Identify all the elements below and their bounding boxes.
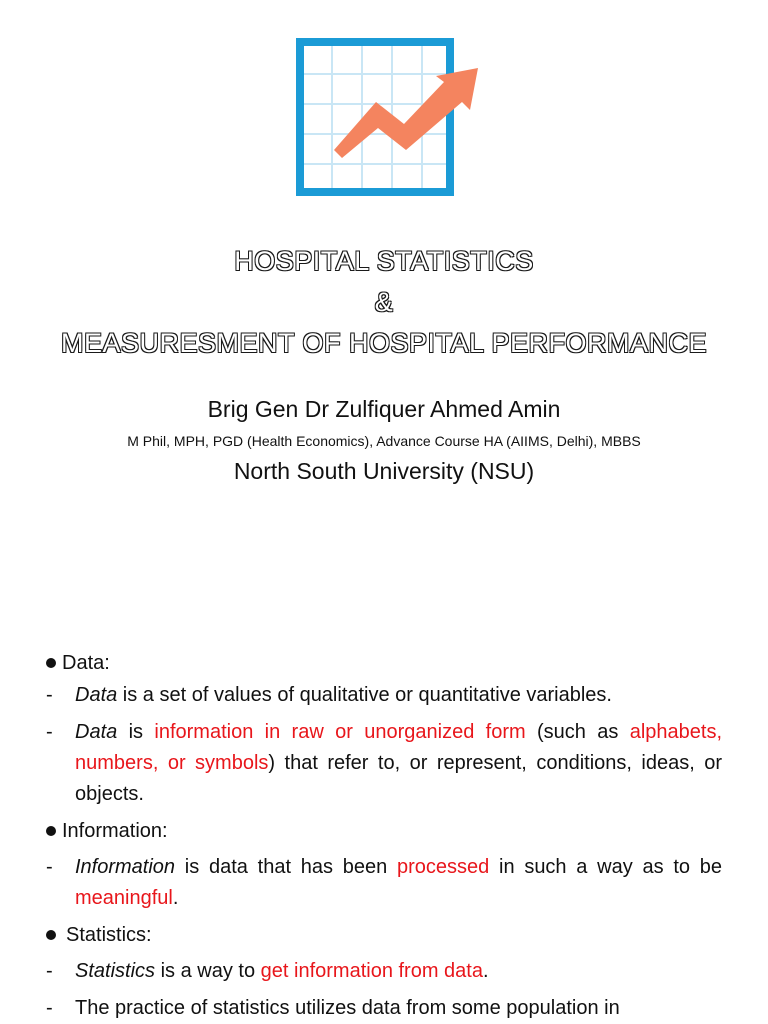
author-name: Brig Gen Dr Zulfiquer Ahmed Amin <box>207 396 561 422</box>
definitions-slide <box>0 640 768 1024</box>
title-line-2: MEASURESMENT OF HOSPITAL PERFORMANCE <box>60 328 708 358</box>
data-heading: Data: <box>46 648 110 679</box>
university-name: North South University (NSU) <box>233 458 535 484</box>
data-definition-2: Data is information in raw or unorganized form (such as alphabets, numbers, or symbols) that refer to, or represent, conditions, ideas, or objects. <box>75 721 722 805</box>
title-ampersand: & <box>374 287 394 317</box>
list-item <box>46 717 722 810</box>
bullet-icon <box>46 658 56 668</box>
bullet-icon <box>46 930 56 940</box>
list-item <box>46 956 722 987</box>
list-item <box>46 680 722 711</box>
dash-marker: - <box>46 997 53 1019</box>
dash-marker: - <box>46 960 53 982</box>
statistics-heading: Statistics: <box>46 920 152 951</box>
list-item <box>46 993 722 1024</box>
statistics-practice: The practice of statistics utilizes data from some population in <box>75 997 620 1019</box>
dash-marker: - <box>46 721 53 743</box>
rising-chart-arrow-icon <box>296 38 486 198</box>
dash-marker: - <box>46 856 53 878</box>
bullet-icon <box>46 826 56 836</box>
data-definition-1: Data is a set of values of qualitative or quantitative variables. <box>75 684 612 706</box>
title-line-1: HOSPITAL STATISTICS <box>234 246 534 276</box>
statistics-definition: Statistics is a way to get information from data. <box>75 960 489 982</box>
author-qualifications: M Phil, MPH, PGD (Health Economics), Advance Course HA (AIIMS, Delhi), MBBS <box>127 433 641 449</box>
dash-marker: - <box>46 684 53 706</box>
list-item <box>46 852 722 914</box>
information-definition: Information is data that has been processed in such a way as to be meaningful. <box>75 856 723 909</box>
information-heading: Information: <box>46 816 168 847</box>
